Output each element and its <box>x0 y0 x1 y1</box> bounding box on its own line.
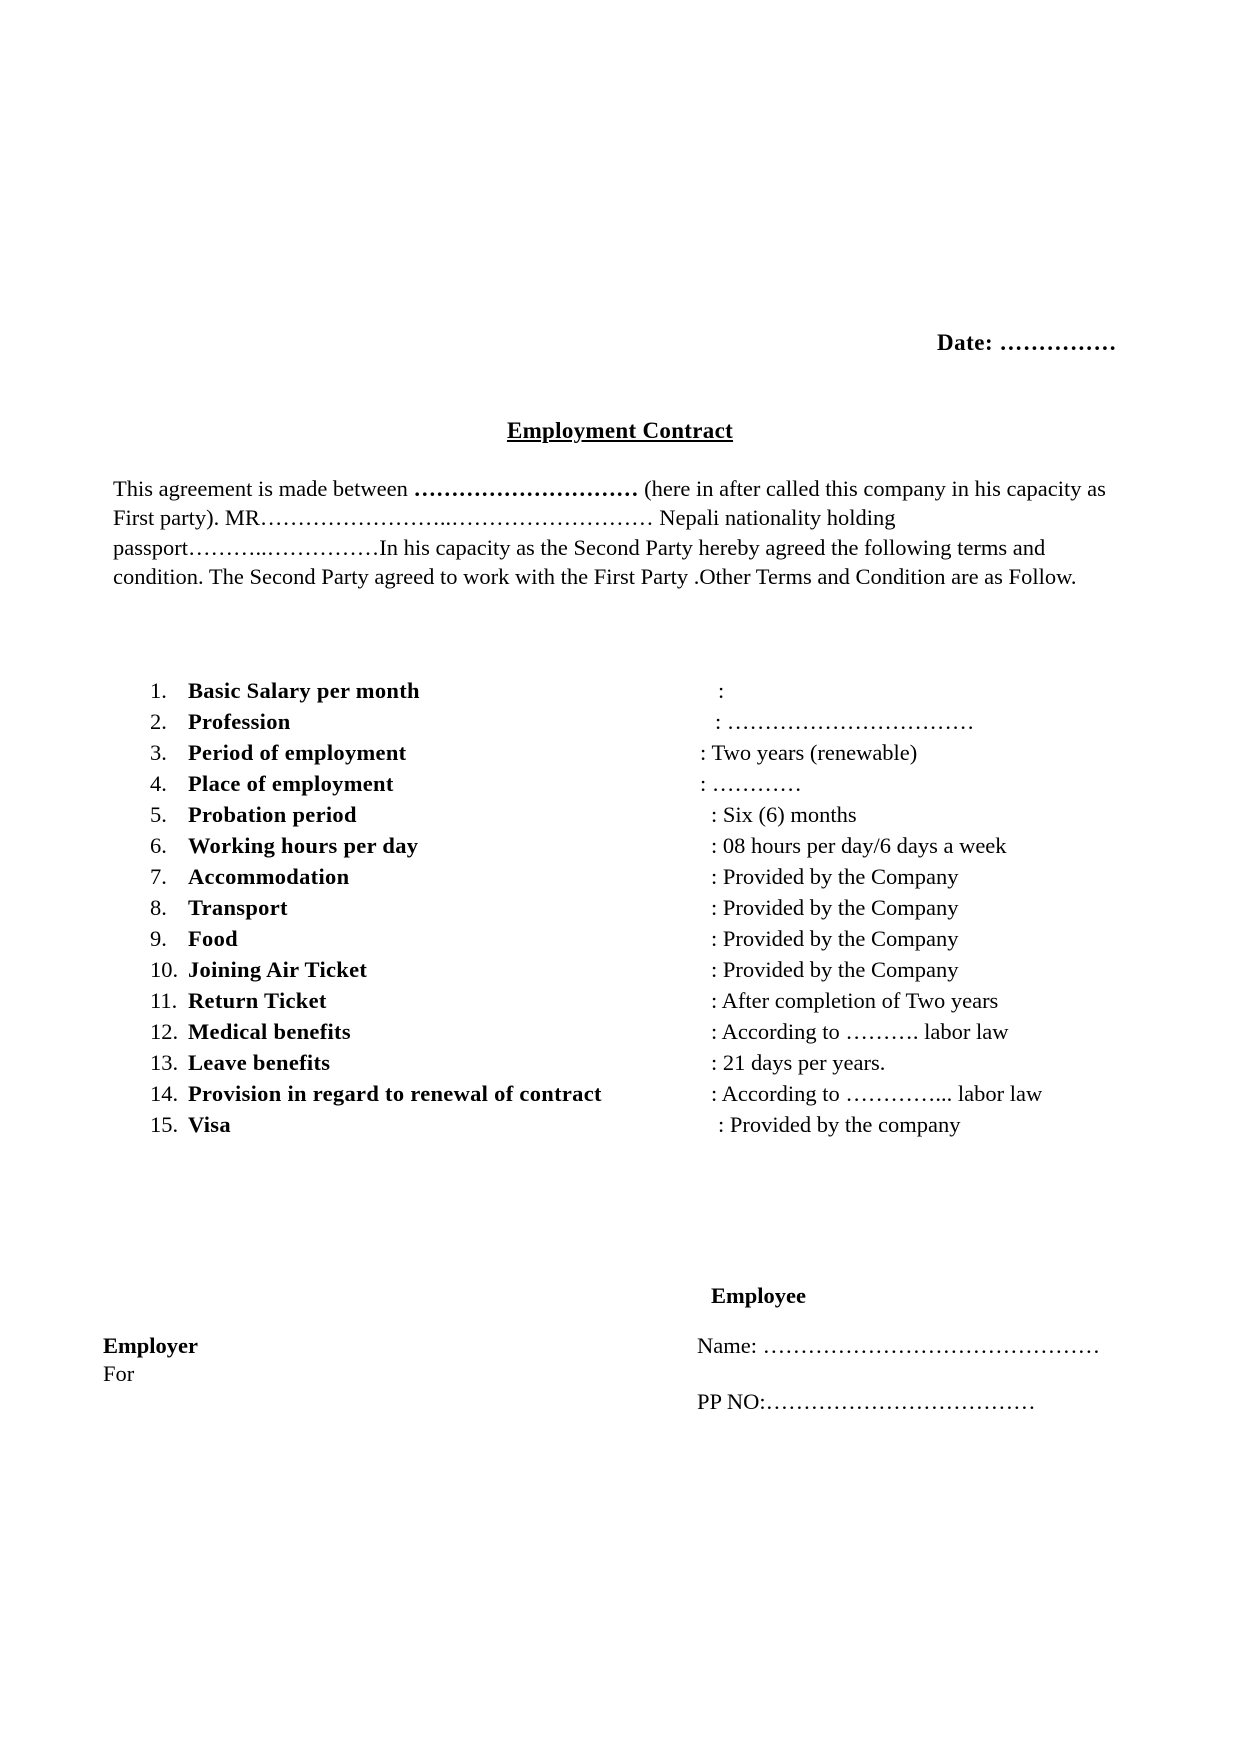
term-number: 13. <box>150 1050 179 1075</box>
term-row <box>0 678 1240 709</box>
term-row <box>0 1019 1240 1050</box>
term-value: : <box>718 678 725 703</box>
term-number: 14. <box>150 1081 179 1106</box>
term-label: Place of employment <box>188 771 394 796</box>
term-row <box>0 1081 1240 1112</box>
term-row <box>0 895 1240 926</box>
term-value: : Two years (renewable) <box>700 740 918 765</box>
term-value: : Six (6) months <box>711 802 857 827</box>
term-value: : Provided by the Company <box>711 895 959 920</box>
intro-text-2: (here in after called this company in his capacity as First party). MR……………………..……………………… Nepali nationality holding passport………..……………In his capacity as the Second Party hereby agreed the following terms and condition. The Second Party agreed to work with the First Party .Other Terms and Condition are as Follow. <box>113 476 1106 589</box>
date-value: …………… <box>999 330 1117 355</box>
term-row <box>0 926 1240 957</box>
term-label: Leave benefits <box>188 1050 331 1075</box>
term-value: : Provided by the Company <box>711 926 959 951</box>
term-number: 10. <box>150 957 179 982</box>
term-number: 4. <box>150 771 167 796</box>
term-label: Visa <box>188 1112 231 1137</box>
term-label: Accommodation <box>188 864 350 889</box>
term-number: 6. <box>150 833 167 858</box>
term-row <box>0 1050 1240 1081</box>
employer-heading: Employer <box>103 1333 198 1358</box>
term-value: : …………………………… <box>715 709 975 734</box>
term-number: 11. <box>150 988 178 1013</box>
term-label: Transport <box>188 895 288 920</box>
term-number: 7. <box>150 864 167 889</box>
term-row <box>0 740 1240 771</box>
term-label: Provision in regard to renewal of contract <box>188 1081 602 1106</box>
term-label: Probation period <box>188 802 357 827</box>
term-value: : 08 hours per day/6 days a week <box>711 833 1007 858</box>
term-label: Medical benefits <box>188 1019 351 1044</box>
term-row <box>0 771 1240 802</box>
term-number: 5. <box>150 802 167 827</box>
term-value: : Provided by the Company <box>711 864 959 889</box>
document-title: Employment Contract <box>506 418 734 443</box>
term-label: Joining Air Ticket <box>188 957 368 982</box>
term-label: Food <box>188 926 238 951</box>
term-number: 8. <box>150 895 167 920</box>
term-label: Basic Salary per month <box>188 678 420 703</box>
term-value: : Provided by the Company <box>711 957 959 982</box>
term-value: : According to …………... labor law <box>711 1081 1043 1106</box>
term-row <box>0 957 1240 988</box>
term-row <box>0 709 1240 740</box>
term-row <box>0 802 1240 833</box>
term-row <box>0 988 1240 1019</box>
term-row <box>0 833 1240 864</box>
term-label: Profession <box>188 709 291 734</box>
term-value: : ………… <box>700 771 802 796</box>
date-label: Date: <box>937 330 994 355</box>
term-value: : 21 days per years. <box>711 1050 886 1075</box>
intro-paragraph <box>113 474 1123 591</box>
term-value: : After completion of Two years <box>711 988 999 1013</box>
term-number: 15. <box>150 1112 179 1137</box>
term-number: 1. <box>150 678 167 703</box>
term-number: 2. <box>150 709 167 734</box>
employer-for: For <box>103 1361 135 1386</box>
term-value: : According to ………. labor law <box>711 1019 1009 1044</box>
term-label: Working hours per day <box>188 833 419 858</box>
term-value: : Provided by the company <box>718 1112 961 1137</box>
term-label: Return Ticket <box>188 988 327 1013</box>
employee-name-line: Name: ……………………………………… <box>697 1333 1101 1358</box>
term-label: Period of employment <box>188 740 407 765</box>
term-number: 9. <box>150 926 167 951</box>
term-number: 3. <box>150 740 167 765</box>
term-number: 12. <box>150 1019 179 1044</box>
term-row <box>0 1112 1240 1143</box>
term-row <box>0 864 1240 895</box>
intro-text-1: This agreement is made between <box>113 476 414 501</box>
employee-heading: Employee <box>711 1283 806 1308</box>
date-line <box>937 330 1117 356</box>
employee-pp-no-line: PP NO:……………………………… <box>697 1389 1036 1414</box>
intro-company-blank: ………………………… <box>413 476 639 501</box>
